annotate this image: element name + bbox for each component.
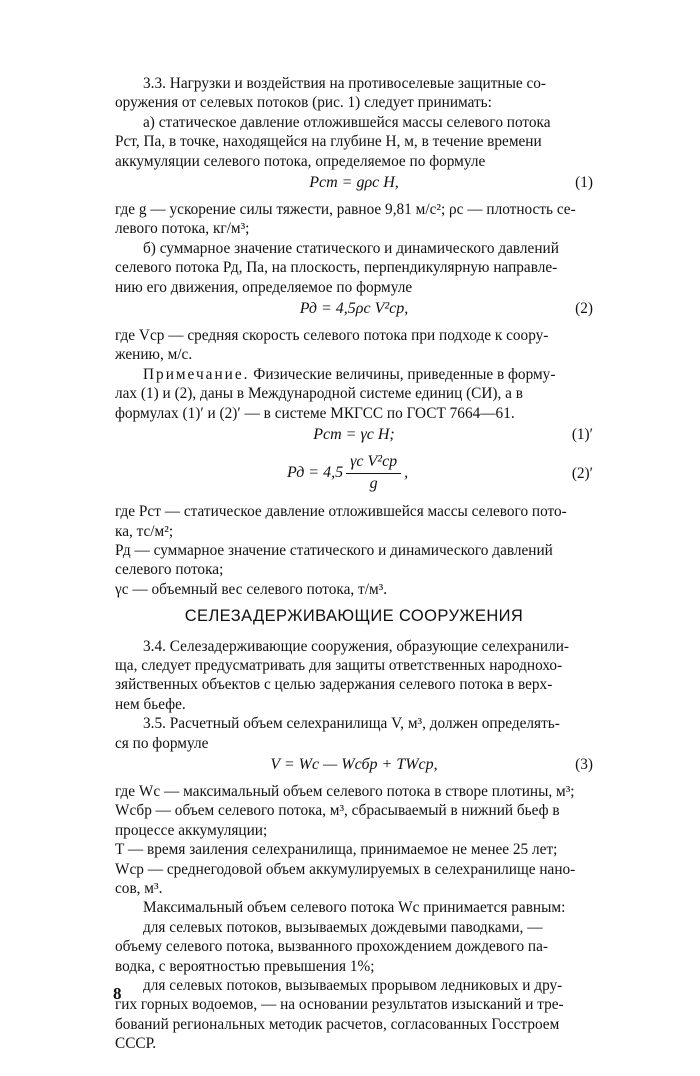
formula-1-prime-expression: Рст = γс H; xyxy=(313,426,395,444)
formula-2-number: (2) xyxy=(575,300,593,318)
legend-p-d: Рд — суммарное значение статического и динамического давлений селевого потока; xyxy=(115,541,553,579)
page-number: 8 xyxy=(113,984,122,1003)
legend-p-st: где Рст — статическое давление отложившейся массы селевого пото- ка, тс/м²; xyxy=(115,503,567,540)
item-b: б) суммарное значение статического и динамического давлений селевого потока Рд, Па, на плоскость, перпендикулярную направле- нию его движения, определяемое по формуле xyxy=(115,239,559,296)
formula-3 xyxy=(115,755,593,779)
formula-2-prime-fraction xyxy=(346,452,401,494)
legend-t: T — время заиления селехранилища, принимаемое не менее 25 лет; xyxy=(115,841,558,859)
formula-1-prime xyxy=(115,425,593,449)
legend-w-sr: Wср — среднегодовой объем аккумулируемых в селехранилище нано- сов, м³. xyxy=(115,860,576,897)
formula-2-prime-number: (2)′ xyxy=(571,465,593,483)
formula-1-prime-number: (1)′ xyxy=(571,426,593,444)
paragraph-3-4: 3.4. Селезадерживающие сооружения, образующие селехранили- ща, следует предусматривать для защиты ответственных народнохо- зяйственных объектов с целью задержания селевого потока в верх- нем бьефе. xyxy=(115,637,569,713)
legend-w-sbr: Wсбр — объем селевого потока, м³, сбрасываемый в нижний бьеф в процессе аккумуляции; xyxy=(115,802,560,839)
note-label: Примечание. xyxy=(143,365,250,383)
note: Примечание. Физические величины, приведенные в форму- лах (1) и (2), даны в Международной системе единиц (СИ), а в формулах (1)′ и (2)′ — в системе МКГСС по ГОСТ 7664—61. xyxy=(115,365,556,422)
fraction-numerator: γс V²ср xyxy=(346,452,401,474)
page-body xyxy=(115,74,593,1054)
formula-2-legend: где Vср — средняя скорость селевого потока при подходе к соору- жению, м/с. xyxy=(115,327,549,364)
legend-w-c: где Wс — максимальный объем селевого потока в створе плотины, м³; xyxy=(115,782,575,800)
paragraph-glacial-outbursts: для селевых потоков, вызываемых прорывом ледниковых и дру- гих горных водоемов, — на основании результатов изысканий и тре- бований региональных методик расчетов, согласованных Госстроем СССР. xyxy=(115,977,564,1053)
formula-3-expression: V = Wс — Wсбр + TWср, xyxy=(270,755,438,773)
paragraph-max-volume: Максимальный объем селевого потока Wс принимается равным: xyxy=(143,899,566,917)
formula-1-expression: Рст = gρс H, xyxy=(309,174,399,192)
formula-1-legend: где g — ускорение силы тяжести, равное 9,81 м/с²; ρс — плотность се- левого потока, кг/м³; xyxy=(115,201,576,238)
fraction-denominator: g xyxy=(369,475,378,493)
paragraph-3-3: 3.3. Нагрузки и воздействия на противоселевые защитные со- оружения от селевых потоков (рис. 1) следует принимать: xyxy=(115,75,546,112)
section-heading: СЕЛЕЗАДЕРЖИВАЮЩИЕ СООРУЖЕНИЯ xyxy=(184,607,524,626)
formula-3-number: (3) xyxy=(575,755,593,773)
formula-2 xyxy=(115,299,593,323)
paragraph-rain-floods: для селевых потоков, вызываемых дождевыми паводками, — объему селевого потока, вызванного прохождением дождевого па- водка, с вероятностью превышения 1%; xyxy=(115,918,549,975)
formula-2-expression: Рд = 4,5ρс V²ср, xyxy=(299,300,409,318)
formula-2-prime-comma: , xyxy=(404,464,409,482)
legend-gamma: γс — объемный вес селевого потока, т/м³. xyxy=(115,580,388,598)
formula-2-prime xyxy=(115,452,593,498)
item-a: а) статическое давление отложившейся массы селевого потока Рст, Па, в точке, находящейся на глубине Н, м, в течение времени аккумуляции селевого потока, определяемое по формуле xyxy=(115,113,551,170)
formula-2-prime-left: Рд = 4,5 xyxy=(287,464,344,482)
paragraph-3-5: 3.5. Расчетный объем селехранилища V, м³, должен определять- ся по формуле xyxy=(115,715,560,752)
formula-1 xyxy=(115,173,593,197)
formula-1-number: (1) xyxy=(575,174,593,192)
